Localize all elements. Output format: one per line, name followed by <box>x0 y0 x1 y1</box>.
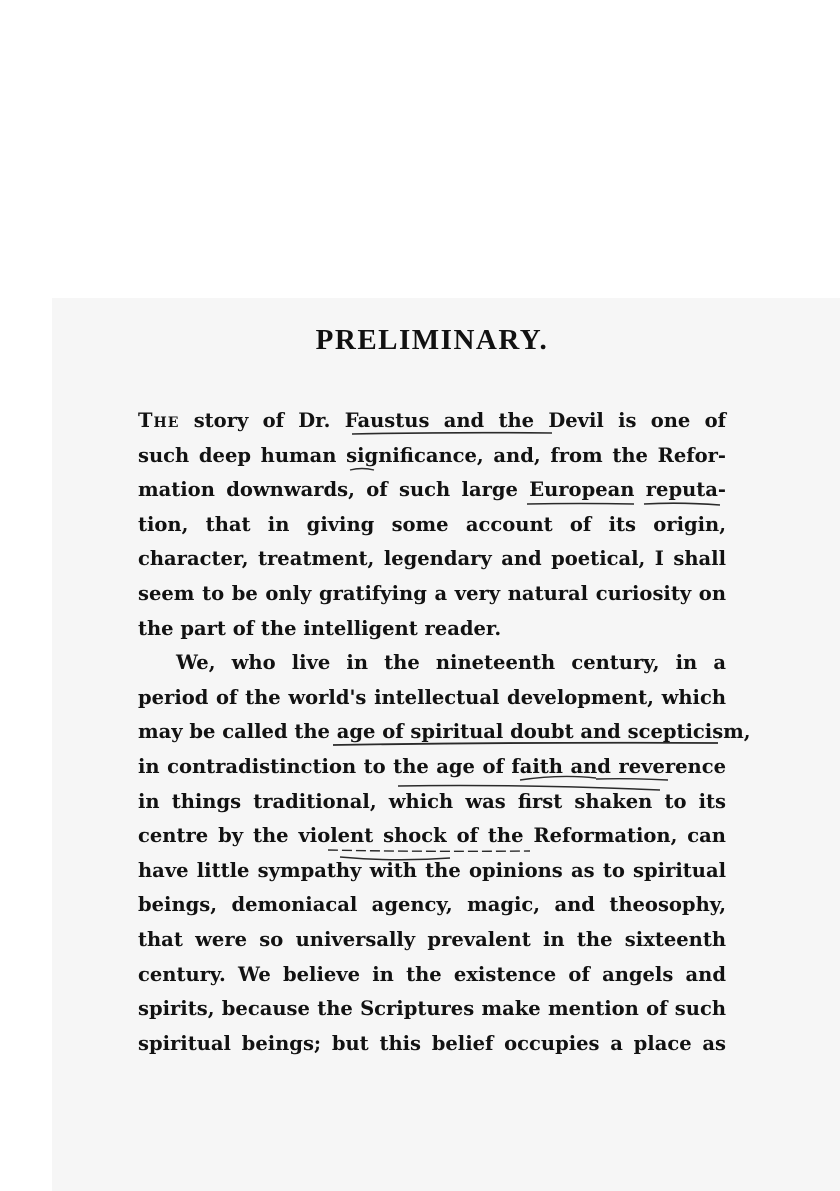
text-line: The story of Dr. Faustus and the Devil is one of <box>138 409 726 432</box>
text-line: spirits, because the Scriptures make mention of such <box>138 997 726 1021</box>
text-line: tion, that in giving some account of its origin, <box>138 512 726 536</box>
text-line: have little sympathy with the opinions as to spiritual <box>138 858 726 882</box>
text-line: in contradistinction to the age of faith and reverence <box>138 754 726 778</box>
text-line: century. We believe in the existence of angels and <box>138 962 726 986</box>
text-line: such deep human significance, and, from the Refor- <box>138 443 726 467</box>
text-line: mation downwards, of such large European reputa- <box>138 478 726 502</box>
text-line: that were so universally prevalent in the sixteenth <box>138 927 726 951</box>
text-line: the part of the intelligent reader. <box>138 616 502 640</box>
text-line: centre by the violent shock of the Reformation, can <box>138 824 726 848</box>
text-line: period of the world's intellectual development, which <box>138 685 726 709</box>
text-line: may be called the age of spiritual doubt and scepticism, <box>138 720 751 744</box>
text-line: spiritual beings; but this belief occupies a place as <box>138 1031 726 1055</box>
text-line: character, treatment, legendary and poetical, I shall <box>138 547 726 571</box>
body-text <box>138 404 751 1061</box>
page-title: PRELIMINARY. <box>315 324 549 356</box>
drop-word: The <box>138 409 180 432</box>
text-line: in things traditional, which was first shaken to its <box>138 789 726 813</box>
text-line: seem to be only gratifying a very natural curiosity on <box>138 581 726 605</box>
text-line: beings, demoniacal agency, magic, and theosophy, <box>138 893 726 917</box>
text-line: We, who live in the nineteenth century, in a <box>176 651 726 675</box>
